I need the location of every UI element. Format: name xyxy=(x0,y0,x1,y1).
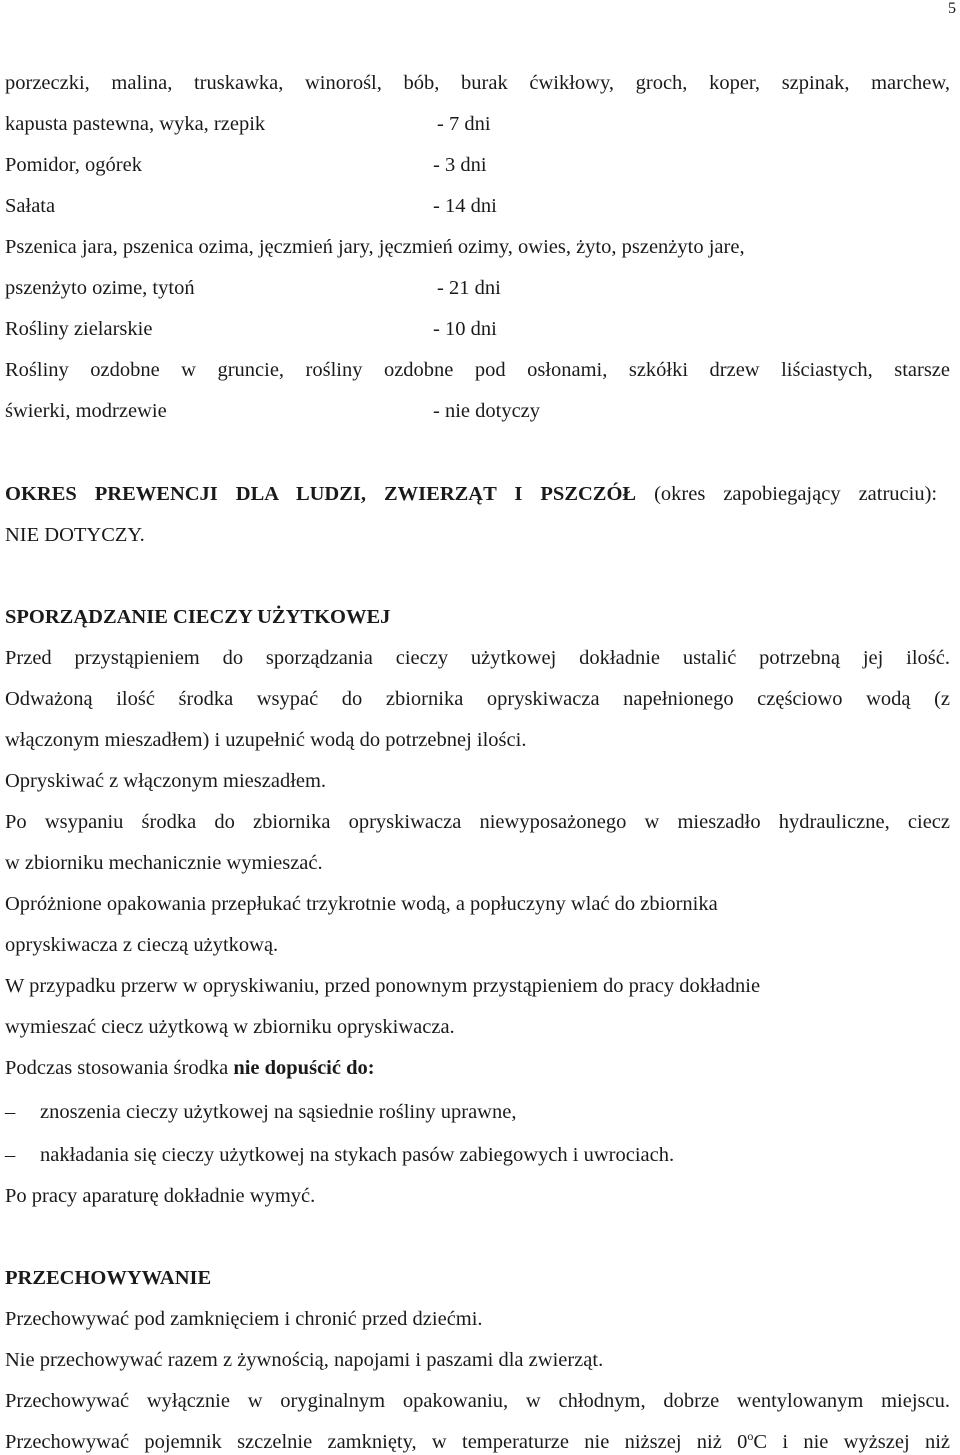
prevention-text: (okres zapobiegający zatruciu): xyxy=(636,483,938,505)
preparation-line: Odważoną ilość środka wsypać do zbiornika opryskiwacza napełnionego częściowo wodą (z xyxy=(5,688,950,710)
crops-line: porzeczki, malina, truskawka, winorośl, bób, burak ćwikłowy, groch, koper, szpinak, marchew, xyxy=(5,72,950,94)
preparation-heading: SPORZĄDZANIE CIECZY UŻYTKOWEJ xyxy=(5,606,391,628)
preparation-line: wymieszać ciecz użytkową w zbiorniku opryskiwacza. xyxy=(5,1016,455,1038)
dash-bullet: – xyxy=(5,1144,16,1166)
preparation-line: Po wsypaniu środka do zbiornika opryskiwacza niewyposażonego w mieszadło hydrauliczne, ciecz xyxy=(5,811,950,833)
prevention-heading: OKRES PREWENCJI DLA LUDZI, ZWIERZĄT I PSZCZÓŁ xyxy=(5,483,637,505)
crops-line: kapusta pastewna, wyka, rzepik xyxy=(5,113,266,135)
crops-line: Pszenica jara, pszenica ozima, jęczmień jary, jęczmień ozimy, owies, żyto, pszenżyto jare, xyxy=(5,236,745,258)
storage-temperature-line: Przechowywać pojemnik szczelnie zamknięty, w temperaturze nie niższej niż 0$^o$C i nie wyższej niż xyxy=(5,1429,950,1453)
bullet-item: znoszenia cieczy użytkowej na sąsiednie rośliny uprawne, xyxy=(40,1101,517,1123)
storage-heading: PRZECHOWYWANIE xyxy=(5,1267,212,1289)
page-number: 5 xyxy=(948,0,956,17)
crops-line: pszenżyto ozime, tytoń xyxy=(5,277,195,299)
crops-line: Rośliny zielarskie xyxy=(5,318,153,340)
prevention-cont: NIE DOTYCZY. xyxy=(5,524,145,546)
preparation-line: Opróżnione opakowania przepłukać trzykrotnie wodą, a popłuczyny wlać do zbiornika xyxy=(5,893,718,915)
storage-line: Przechowywać wyłącznie w oryginalnym opakowaniu, w chłodnym, dobrze wentylowanym miejscu. xyxy=(5,1390,950,1412)
after-work-line: Po pracy aparaturę dokładnie wymyć. xyxy=(5,1185,316,1207)
crops-line: Rośliny ozdobne w gruncie, rośliny ozdobne pod osłonami, szkółki drzew liściastych, starsze xyxy=(5,359,950,381)
storage-line: Przechowywać pod zamknięciem i chronić przed dziećmi. xyxy=(5,1308,483,1330)
storage-line: Nie przechowywać razem z żywnością, napojami i paszami dla zwierząt. xyxy=(5,1349,604,1371)
dash-bullet: – xyxy=(5,1101,16,1123)
preparation-line: Przed przystąpieniem do sporządzania cieczy użytkowej dokładnie ustalić potrzebną jej ilość. xyxy=(5,647,950,669)
waiting-period: - 10 dni xyxy=(433,318,497,340)
preparation-line: opryskiwacza z cieczą użytkową. xyxy=(5,934,279,956)
waiting-period: - 3 dni xyxy=(433,154,487,176)
prevention-line xyxy=(5,481,950,507)
crops-line: Pomidor, ogórek xyxy=(5,154,142,176)
waiting-period: - 14 dni xyxy=(433,195,497,217)
during-use-line: Podczas stosowania środka nie dopuścić do: xyxy=(5,1057,375,1079)
preparation-line: włączonym mieszadłem) i uzupełnić wodą do potrzebnej ilości. xyxy=(5,729,527,751)
preparation-line: w zbiorniku mechanicznie wymieszać. xyxy=(5,852,323,874)
waiting-period: - 21 dni xyxy=(437,277,501,299)
waiting-period: - 7 dni xyxy=(437,113,491,135)
preparation-line: Opryskiwać z włączonym mieszadłem. xyxy=(5,770,327,792)
crops-line: Sałata xyxy=(5,195,56,217)
crops-line: świerki, modrzewie xyxy=(5,400,167,422)
waiting-period: - nie dotyczy xyxy=(433,400,541,422)
preparation-line: W przypadku przerw w opryskiwaniu, przed ponownym przystąpieniem do pracy dokładnie xyxy=(5,975,761,997)
bullet-item: nakładania się cieczy użytkowej na stykach pasów zabiegowych i uwrociach. xyxy=(40,1144,675,1166)
